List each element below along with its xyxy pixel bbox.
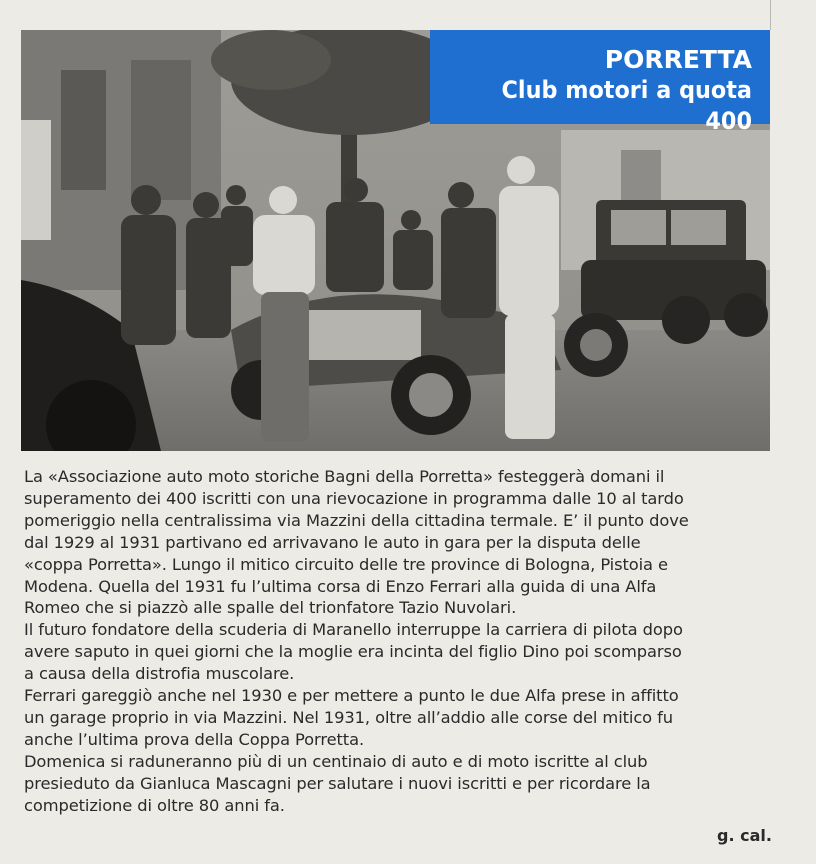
article-line: Modena. Quella del 1931 fu l’ultima corsa di Enzo Ferrari alla guida di una Alfa [24, 576, 657, 596]
headline-box [430, 30, 770, 135]
article-line: «coppa Porretta». Lungo il mitico circuito delle tre province di Bologna, Pistoia e [24, 554, 668, 574]
paragraph-1 [24, 466, 794, 619]
article-line: avere saputo in quei giorni che la moglie era incinta del figlio Dino poi scomparso [24, 642, 682, 662]
article-line: dal 1929 al 1931 partivano ed arrivavano le auto in gara per la disputa delle [24, 532, 641, 552]
article-line: Domenica si raduneranno più di un centinaio di auto e di moto iscritte al club [24, 751, 648, 771]
article-line: competizione di oltre 80 anni fa. [24, 795, 285, 815]
article-line: a causa della distrofia muscolare. [24, 664, 295, 684]
page-fold-line [770, 0, 771, 30]
article-line: Ferrari gareggiò anche nel 1930 e per mettere a punto le due Alfa prese in affitto [24, 686, 679, 706]
paragraph-4 [24, 751, 794, 817]
article-line: anche l’ultima prova della Coppa Porretta. [24, 729, 365, 749]
article-line: Il futuro fondatore della scuderia di Maranello interruppe la carriera di pilota dopo [24, 620, 683, 640]
paragraph-3 [24, 685, 794, 751]
article-line: presieduto da Gianluca Mascagni per salutare i nuovi iscritti e per ricordare la [24, 773, 651, 793]
author-signature: g. cal. [717, 826, 772, 845]
article-line: un garage proprio in via Mazzini. Nel 1931, oltre all’addio alle corse del mitico fu [24, 707, 673, 727]
article-line: La «Associazione auto moto storiche Bagni della Porretta» festeggerà domani il [24, 467, 665, 486]
kicker-porretta: PORRETTA [604, 45, 752, 74]
headline-title: Club motori a quota 400 [501, 76, 752, 135]
article-body [24, 466, 794, 817]
paragraph-2 [24, 619, 794, 685]
article-line: Romeo che si piazzò alle spalle del trionfatore Tazio Nuvolari. [24, 598, 517, 618]
article-line: superamento dei 400 iscritti con una rievocazione in programma dalle 10 al tardo [24, 488, 684, 508]
article-line: pomeriggio nella centralissima via Mazzini della cittadina termale. E’ il punto dove [24, 510, 689, 530]
